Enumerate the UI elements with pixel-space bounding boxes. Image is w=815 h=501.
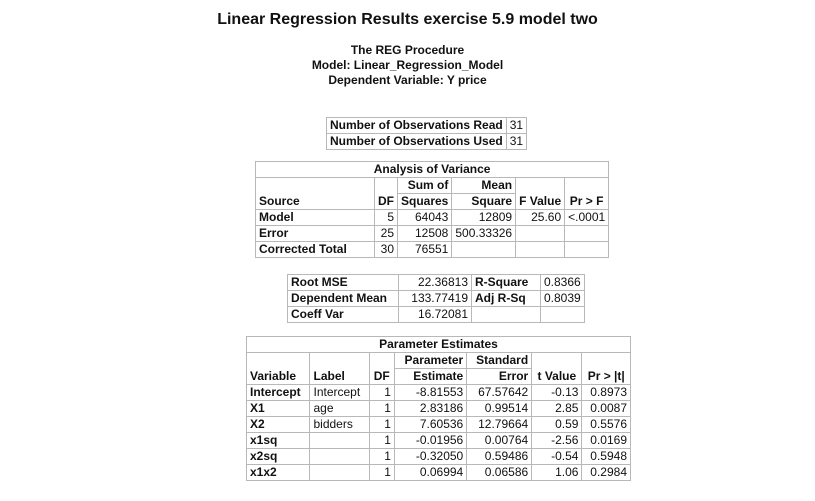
params-header-label: Label bbox=[310, 353, 369, 385]
fit-label: Coeff Var bbox=[288, 307, 399, 323]
params-header-est-top: Parameter bbox=[394, 353, 466, 369]
params-header-df: DF bbox=[369, 353, 394, 385]
table-header-row bbox=[247, 353, 631, 369]
anova-ss: 12508 bbox=[398, 226, 452, 242]
report-subtitle bbox=[0, 43, 815, 88]
param-t: 0.59 bbox=[532, 417, 582, 433]
param-estimate: 7.60536 bbox=[394, 417, 466, 433]
anova-header-f: F Value bbox=[516, 178, 565, 210]
param-t: 1.06 bbox=[532, 465, 582, 481]
table-row bbox=[247, 401, 631, 417]
params-header-t: t Value bbox=[532, 353, 582, 385]
param-t: -0.54 bbox=[532, 449, 582, 465]
fit-value: 16.72081 bbox=[399, 307, 472, 323]
fit-body bbox=[288, 275, 585, 323]
table-row bbox=[256, 226, 609, 242]
param-p: 0.5948 bbox=[582, 449, 631, 465]
table-row bbox=[327, 118, 527, 134]
param-variable: x1x2 bbox=[247, 465, 310, 481]
anova-f: 25.60 bbox=[516, 210, 565, 226]
observations-table bbox=[326, 117, 527, 150]
anova-source: Error bbox=[256, 226, 375, 242]
obs-read-value: 31 bbox=[506, 118, 526, 134]
anova-p bbox=[565, 226, 609, 242]
anova-header-ms-bottom: Square bbox=[452, 194, 516, 210]
param-p: 0.5576 bbox=[582, 417, 631, 433]
param-estimate: 2.83186 bbox=[394, 401, 466, 417]
param-df: 1 bbox=[369, 401, 394, 417]
param-variable: Intercept bbox=[247, 385, 310, 401]
anova-header-ss-top: Sum of bbox=[398, 178, 452, 194]
param-df: 1 bbox=[369, 465, 394, 481]
fit-statistics-table bbox=[287, 274, 585, 323]
anova-p bbox=[565, 242, 609, 258]
anova-body bbox=[256, 210, 609, 258]
param-variable: x1sq bbox=[247, 433, 310, 449]
param-df: 1 bbox=[369, 417, 394, 433]
param-estimate: -8.81553 bbox=[394, 385, 466, 401]
anova-ss: 64043 bbox=[398, 210, 452, 226]
table-row bbox=[288, 291, 585, 307]
anova-df: 5 bbox=[375, 210, 398, 226]
param-se: 12.79664 bbox=[467, 417, 532, 433]
table-row bbox=[247, 449, 631, 465]
table-row bbox=[247, 465, 631, 481]
table-row bbox=[288, 275, 585, 291]
fit-value-2 bbox=[541, 307, 585, 323]
table-caption-row bbox=[256, 162, 609, 178]
param-se: 0.59486 bbox=[467, 449, 532, 465]
param-label bbox=[310, 465, 369, 481]
table-header-row bbox=[256, 178, 609, 194]
anova-table bbox=[255, 161, 609, 258]
param-se: 0.00764 bbox=[467, 433, 532, 449]
table-row bbox=[256, 242, 609, 258]
param-t: -0.13 bbox=[532, 385, 582, 401]
obs-read-label: Number of Observations Read bbox=[327, 118, 507, 134]
param-variable: x2sq bbox=[247, 449, 310, 465]
anova-source: Corrected Total bbox=[256, 242, 375, 258]
param-p: 0.0169 bbox=[582, 433, 631, 449]
procedure-name: The REG Procedure bbox=[350, 43, 465, 57]
param-se: 0.06586 bbox=[467, 465, 532, 481]
params-caption: Parameter Estimates bbox=[247, 337, 631, 353]
fit-value: 22.36813 bbox=[399, 275, 472, 291]
anova-ss: 76551 bbox=[398, 242, 452, 258]
param-se: 67.57642 bbox=[467, 385, 532, 401]
fit-label-2 bbox=[472, 307, 541, 323]
table-row bbox=[247, 385, 631, 401]
table-row bbox=[327, 134, 527, 150]
param-df: 1 bbox=[369, 449, 394, 465]
param-p: 0.8973 bbox=[582, 385, 631, 401]
table-row bbox=[288, 307, 585, 323]
fit-label: Root MSE bbox=[288, 275, 399, 291]
anova-header-df: DF bbox=[375, 178, 398, 210]
anova-f bbox=[516, 226, 565, 242]
params-header-p: Pr > |t| bbox=[582, 353, 631, 385]
anova-f bbox=[516, 242, 565, 258]
param-label: age bbox=[310, 401, 369, 417]
param-label: bidders bbox=[310, 417, 369, 433]
fit-label: Dependent Mean bbox=[288, 291, 399, 307]
anova-header-ms-top: Mean bbox=[452, 178, 516, 194]
params-body bbox=[247, 385, 631, 481]
table-row bbox=[247, 433, 631, 449]
anova-p: <.0001 bbox=[565, 210, 609, 226]
param-variable: X2 bbox=[247, 417, 310, 433]
param-estimate: -0.32050 bbox=[394, 449, 466, 465]
fit-label-2: Adj R-Sq bbox=[472, 291, 541, 307]
obs-used-value: 31 bbox=[506, 134, 526, 150]
param-label bbox=[310, 433, 369, 449]
param-estimate: -0.01956 bbox=[394, 433, 466, 449]
anova-ms: 500.33326 bbox=[452, 226, 516, 242]
param-t: 2.85 bbox=[532, 401, 582, 417]
param-t: -2.56 bbox=[532, 433, 582, 449]
param-label: Intercept bbox=[310, 385, 369, 401]
param-df: 1 bbox=[369, 385, 394, 401]
param-label bbox=[310, 449, 369, 465]
fit-label-2: R-Square bbox=[472, 275, 541, 291]
anova-df: 25 bbox=[375, 226, 398, 242]
table-row bbox=[247, 417, 631, 433]
fit-value-2: 0.8366 bbox=[541, 275, 585, 291]
params-header-est-bottom: Estimate bbox=[394, 369, 466, 385]
obs-used-label: Number of Observations Used bbox=[327, 134, 507, 150]
anova-ms bbox=[452, 242, 516, 258]
model-name: Model: Linear_Regression_Model bbox=[311, 58, 504, 72]
params-header-variable: Variable bbox=[247, 353, 310, 385]
anova-header-p: Pr > F bbox=[565, 178, 609, 210]
params-header-se-bottom: Error bbox=[467, 369, 532, 385]
param-estimate: 0.06994 bbox=[394, 465, 466, 481]
fit-value: 133.77419 bbox=[399, 291, 472, 307]
table-caption-row bbox=[247, 337, 631, 353]
fit-value-2: 0.8039 bbox=[541, 291, 585, 307]
param-p: 0.2984 bbox=[582, 465, 631, 481]
params-header-se-top: Standard bbox=[467, 353, 532, 369]
anova-header-source: Source bbox=[256, 178, 375, 210]
dependent-variable: Dependent Variable: Y price bbox=[328, 73, 487, 87]
table-row bbox=[256, 210, 609, 226]
parameter-estimates-table bbox=[246, 336, 631, 481]
report-title: Linear Regression Results exercise 5.9 model two bbox=[217, 11, 598, 28]
anova-source: Model bbox=[256, 210, 375, 226]
param-p: 0.0087 bbox=[582, 401, 631, 417]
anova-ms: 12809 bbox=[452, 210, 516, 226]
param-variable: X1 bbox=[247, 401, 310, 417]
anova-caption: Analysis of Variance bbox=[256, 162, 609, 178]
anova-df: 30 bbox=[375, 242, 398, 258]
param-df: 1 bbox=[369, 433, 394, 449]
param-se: 0.99514 bbox=[467, 401, 532, 417]
anova-header-ss-bottom: Squares bbox=[398, 194, 452, 210]
